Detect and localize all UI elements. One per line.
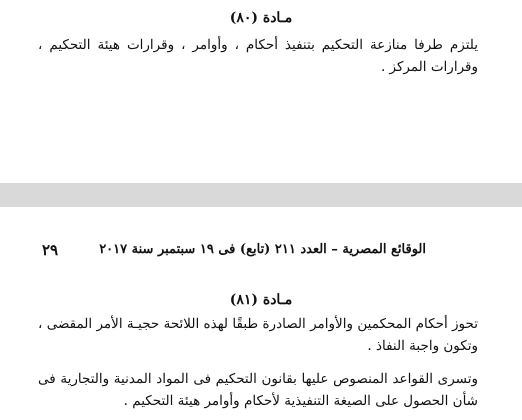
bottom-page [0, 207, 522, 420]
running-header [42, 240, 426, 260]
gazette-issue-title: الوقائع المصرية – العدد ٢١١ (تابع) فى ١٩ سبتمبر سنة ٢٠١٧ [99, 242, 426, 257]
article-81-paragraph-2: وتسرى القواعد المنصوص عليها بقانون التحكيم فى المواد المدنية والتجارية فى شأن الحصول على الصيغة التنفيذية لأحكام وأوامر هيئة التحكيم . [38, 371, 478, 409]
top-page [0, 0, 522, 183]
page-number: ٢٩ [42, 241, 59, 259]
article-80-heading: مـادة (٨٠) [229, 10, 293, 26]
article-81-paragraph-1: تحوز أحكام المحكمين والأوامر الصادرة طبقًا لهذه اللائحة حجيـة الأمر المقضى ، وتكون واجبة النفاذ . [38, 316, 478, 354]
page-separator [0, 183, 522, 207]
article-81-heading: مـادة (٨١) [229, 292, 293, 308]
article-80-text: يلتزم طرفا منازعة التحكيم بتنفيذ أحكام ، وأوامر ، وقرارات هيئة التحكيم ، وقرارات المركز . [38, 37, 478, 75]
